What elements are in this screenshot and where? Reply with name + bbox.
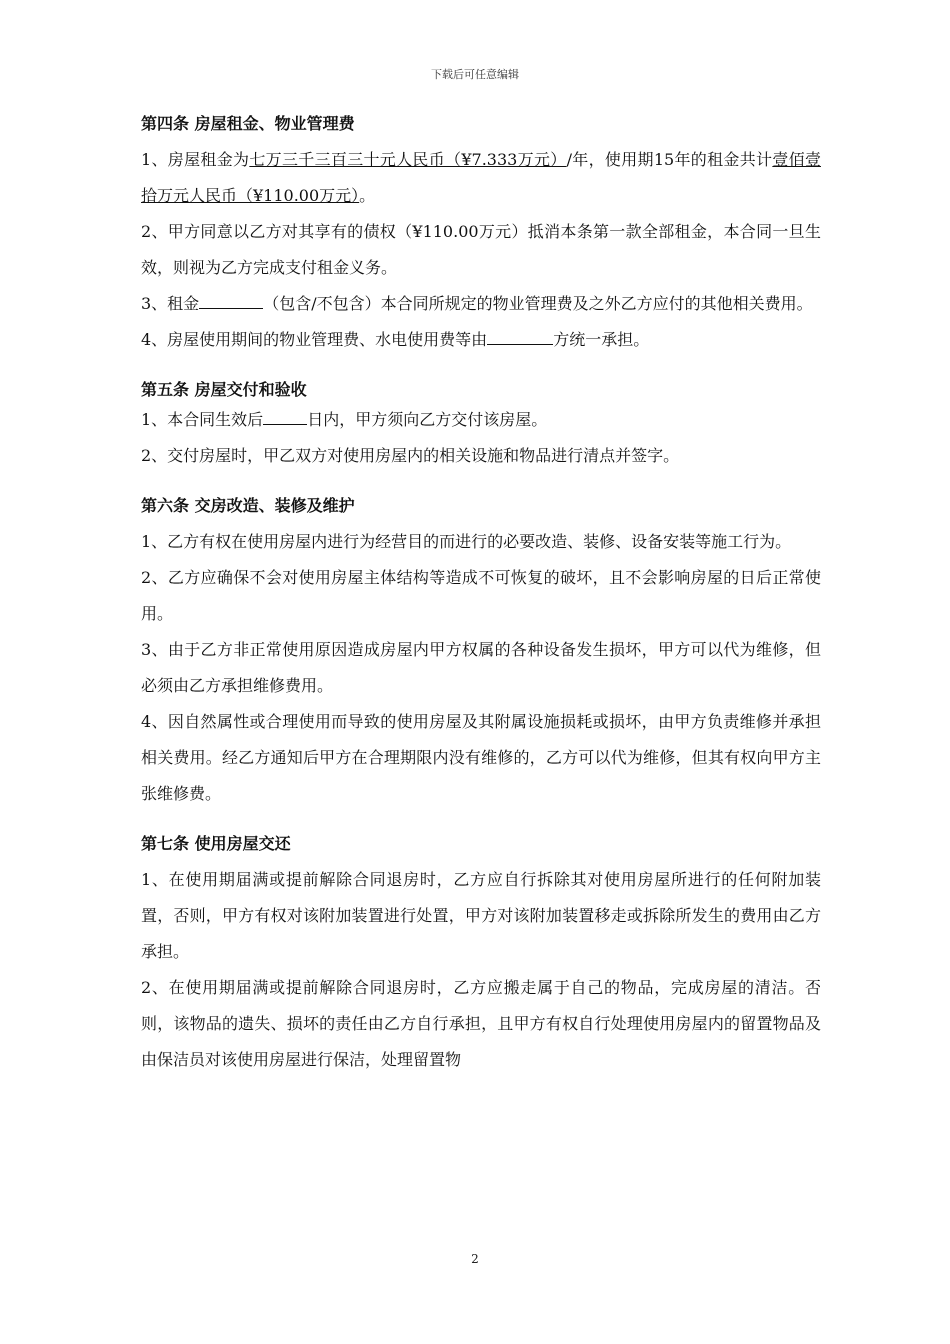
article-6-clause-2: 2、乙方应确保不会对使用房屋主体结构等造成不可恢复的破坏，且不会影响房屋的日后正常使用。 <box>141 568 821 623</box>
document-body <box>141 112 821 1078</box>
article-7-title: 第七条 使用房屋交还 <box>141 834 291 853</box>
article-5-title: 第五条 房屋交付和验收 <box>141 380 307 399</box>
fill-blank <box>263 406 307 425</box>
page-number: 2 <box>471 1252 479 1266</box>
fill-blank <box>199 290 263 309</box>
article-6-clause-4: 4、因自然属性或合理使用而导致的使用房屋及其附属设施损耗或损坏，由甲方负责维修并承担相关费用。经乙方通知后甲方在合理期限内没有维修的，乙方可以代为维修，但其有权向甲方主张维修费。 <box>141 712 821 803</box>
article-5-clause-1: 1、本合同生效后 日内，甲方须向乙方交付该房屋。 <box>141 402 821 438</box>
article-7-clause-2: 2、在使用期届满或提前解除合同退房时，乙方应搬走属于自己的物品，完成房屋的清洁。否则，该物品的遗失、损坏的责任由乙方自行承担，且甲方有权自行处理使用房屋内的留置物品及由保洁员对该使用房屋进行保洁，处理留置物 <box>141 978 821 1069</box>
fill-blank <box>487 326 553 345</box>
article-4-clause-3: 3、租金 （包含/不包含）本合同所规定的物业管理费及之外乙方应付的其他相关费用。 <box>141 286 821 322</box>
rent-amount: 七万三千三百三十元人民币（¥7.333万元） <box>249 150 567 169</box>
article-6-title: 第六条 交房改造、装修及维护 <box>141 496 355 515</box>
article-4-clause-2: 2、甲方同意以乙方对其享有的债权（¥110.00万元）抵消本条第一款全部租金，本合同一旦生效，则视为乙方完成支付租金义务。 <box>141 222 821 277</box>
article-4-title: 第四条 房屋租金、物业管理费 <box>141 114 355 133</box>
article-7-clause-1: 1、在使用期届满或提前解除合同退房时，乙方应自行拆除其对使用房屋所进行的任何附加装置，否则，甲方有权对该附加装置进行处置，甲方对该附加装置移走或拆除所发生的费用由乙方承担。 <box>141 870 821 961</box>
article-6-clause-1: 1、乙方有权在使用房屋内进行为经营目的而进行的必要改造、装修、设备安装等施工行为。 <box>141 532 792 551</box>
article-4-clause-4: 4、房屋使用期间的物业管理费、水电使用费等由 方统一承担。 <box>141 322 821 358</box>
article-5-clause-2: 2、交付房屋时，甲乙双方对使用房屋内的相关设施和物品进行清点并签字。 <box>141 446 680 465</box>
article-4-clause-1: 1、房屋租金为七万三千三百三十元人民币（¥7.333万元）/年，使用期15年的租金共计壹佰壹拾万元人民币（¥110.00万元）。 <box>141 150 821 205</box>
page-header: 下载后可任意编辑 <box>431 68 519 81</box>
rent-total: 壹佰壹拾万元人民币（¥110.00万元） <box>141 150 821 205</box>
article-6-clause-3: 3、由于乙方非正常使用原因造成房屋内甲方权属的各种设备发生损坏，甲方可以代为维修，但必须由乙方承担维修费用。 <box>141 640 821 695</box>
